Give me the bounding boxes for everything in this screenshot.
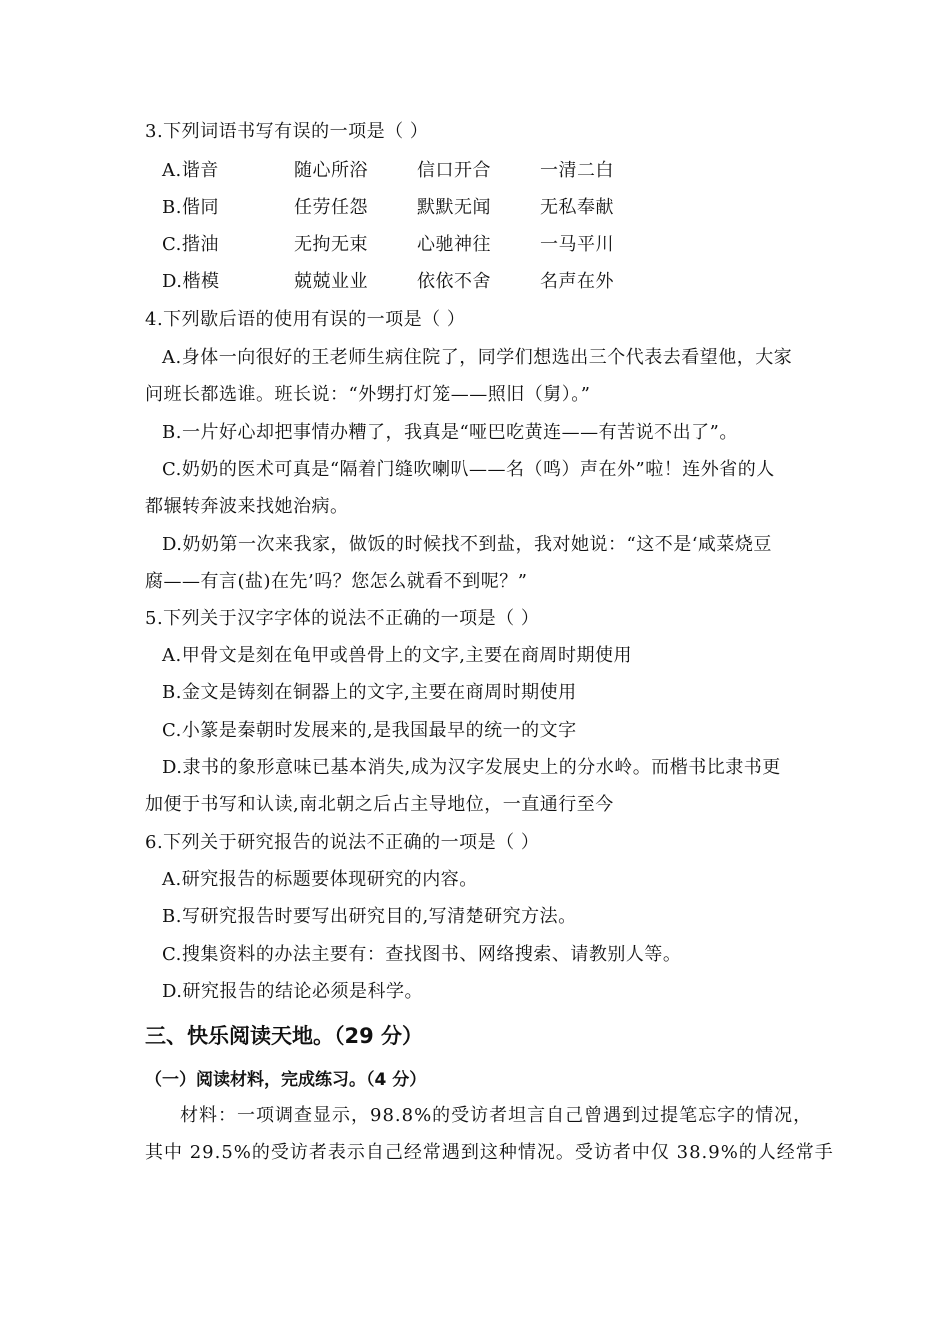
question-5-option-b: B.金文是铸刻在铜器上的文字,主要在商周时期使用	[162, 682, 577, 703]
question-4-option-d-cont: 腐——有言(盐)在先’吗？您怎么就看不到呢？”	[145, 571, 528, 592]
question-5-option-d-cont: 加便于书写和认读,南北朝之后占主导地位，一直通行至今	[145, 794, 614, 815]
question-6-stem: 6.下列关于研究报告的说法不正确的一项是（ ）	[145, 832, 540, 853]
option-word: 一马平川	[540, 234, 614, 255]
question-5-option-d: D.隶书的象形意味已基本消失,成为汉字发展史上的分水岭。而楷书比隶书更	[162, 757, 781, 778]
option-label: A.谐音	[162, 160, 219, 181]
reading-material-line-1: 材料：一项调查显示，98.8%的受访者坦言自己曾遇到过提笔忘字的情况，	[180, 1105, 813, 1126]
question-6-option-a: A.研究报告的标题要体现研究的内容。	[162, 869, 478, 890]
option-word: 无私奉献	[540, 197, 614, 218]
option-label: B.偕同	[162, 197, 219, 218]
question-4-option-c: C.奶奶的医术可真是“隔着门缝吹喇叭——名（鸣）声在外”啦！连外省的人	[162, 459, 775, 480]
option-word: 默默无闻	[417, 197, 491, 218]
question-4-option-a-cont: 问班长都选谁。班长说：“外甥打灯笼——照旧（舅）。”	[145, 384, 591, 405]
option-label: C.揩油	[162, 234, 219, 255]
question-3-stem: 3.下列词语书写有误的一项是（ ）	[145, 121, 429, 142]
option-word: 随心所浴	[294, 160, 368, 181]
option-word: 依依不舍	[417, 271, 491, 292]
option-word: 任劳任怨	[294, 197, 368, 218]
question-4-option-c-cont: 都辗转奔波来找她治病。	[145, 496, 349, 517]
question-5-option-a: A.甲骨文是刻在龟甲或兽骨上的文字,主要在商周时期使用	[162, 645, 632, 666]
option-word: 心驰神往	[417, 234, 491, 255]
question-4-option-d: D.奶奶第一次来我家，做饭的时候找不到盐，我对她说：“这不是‘咸菜烧豆	[162, 534, 772, 555]
option-word: 名声在外	[540, 271, 614, 292]
question-4-option-b: B.一片好心却把事情办糟了，我真是“哑巴吃黄连——有苦说不出了”。	[162, 422, 738, 443]
question-6-option-d: D.研究报告的结论必须是科学。	[162, 981, 424, 1002]
question-4-option-a: A.身体一向很好的王老师生病住院了，同学们想选出三个代表去看望他，大家	[162, 347, 793, 368]
option-word: 一清二白	[540, 160, 614, 181]
question-5-stem: 5.下列关于汉字字体的说法不正确的一项是（ ）	[145, 608, 540, 629]
option-word: 信口开合	[417, 160, 491, 181]
question-6-option-c: C.搜集资料的办法主要有：查找图书、网络搜索、请教别人等。	[162, 944, 682, 965]
option-word: 无拘无束	[294, 234, 368, 255]
section-3-part-1-heading: （一）阅读材料，完成练习。（4 分）	[145, 1070, 427, 1090]
question-4-stem: 4.下列歇后语的使用有误的一项是（ ）	[145, 309, 466, 330]
option-word: 兢兢业业	[294, 271, 368, 292]
reading-material-line-2: 其中 29.5%的受访者表示自己经常遇到这种情况。受访者中仅 38.9%的人经常手	[145, 1142, 834, 1163]
option-label: D.楷模	[162, 271, 220, 292]
section-3-heading: 三、快乐阅读天地。（29 分）	[145, 1024, 424, 1048]
question-6-option-b: B.写研究报告时要写出研究目的,写清楚研究方法。	[162, 906, 577, 927]
question-5-option-c: C.小篆是秦朝时发展来的,是我国最早的统一的文字	[162, 720, 577, 741]
